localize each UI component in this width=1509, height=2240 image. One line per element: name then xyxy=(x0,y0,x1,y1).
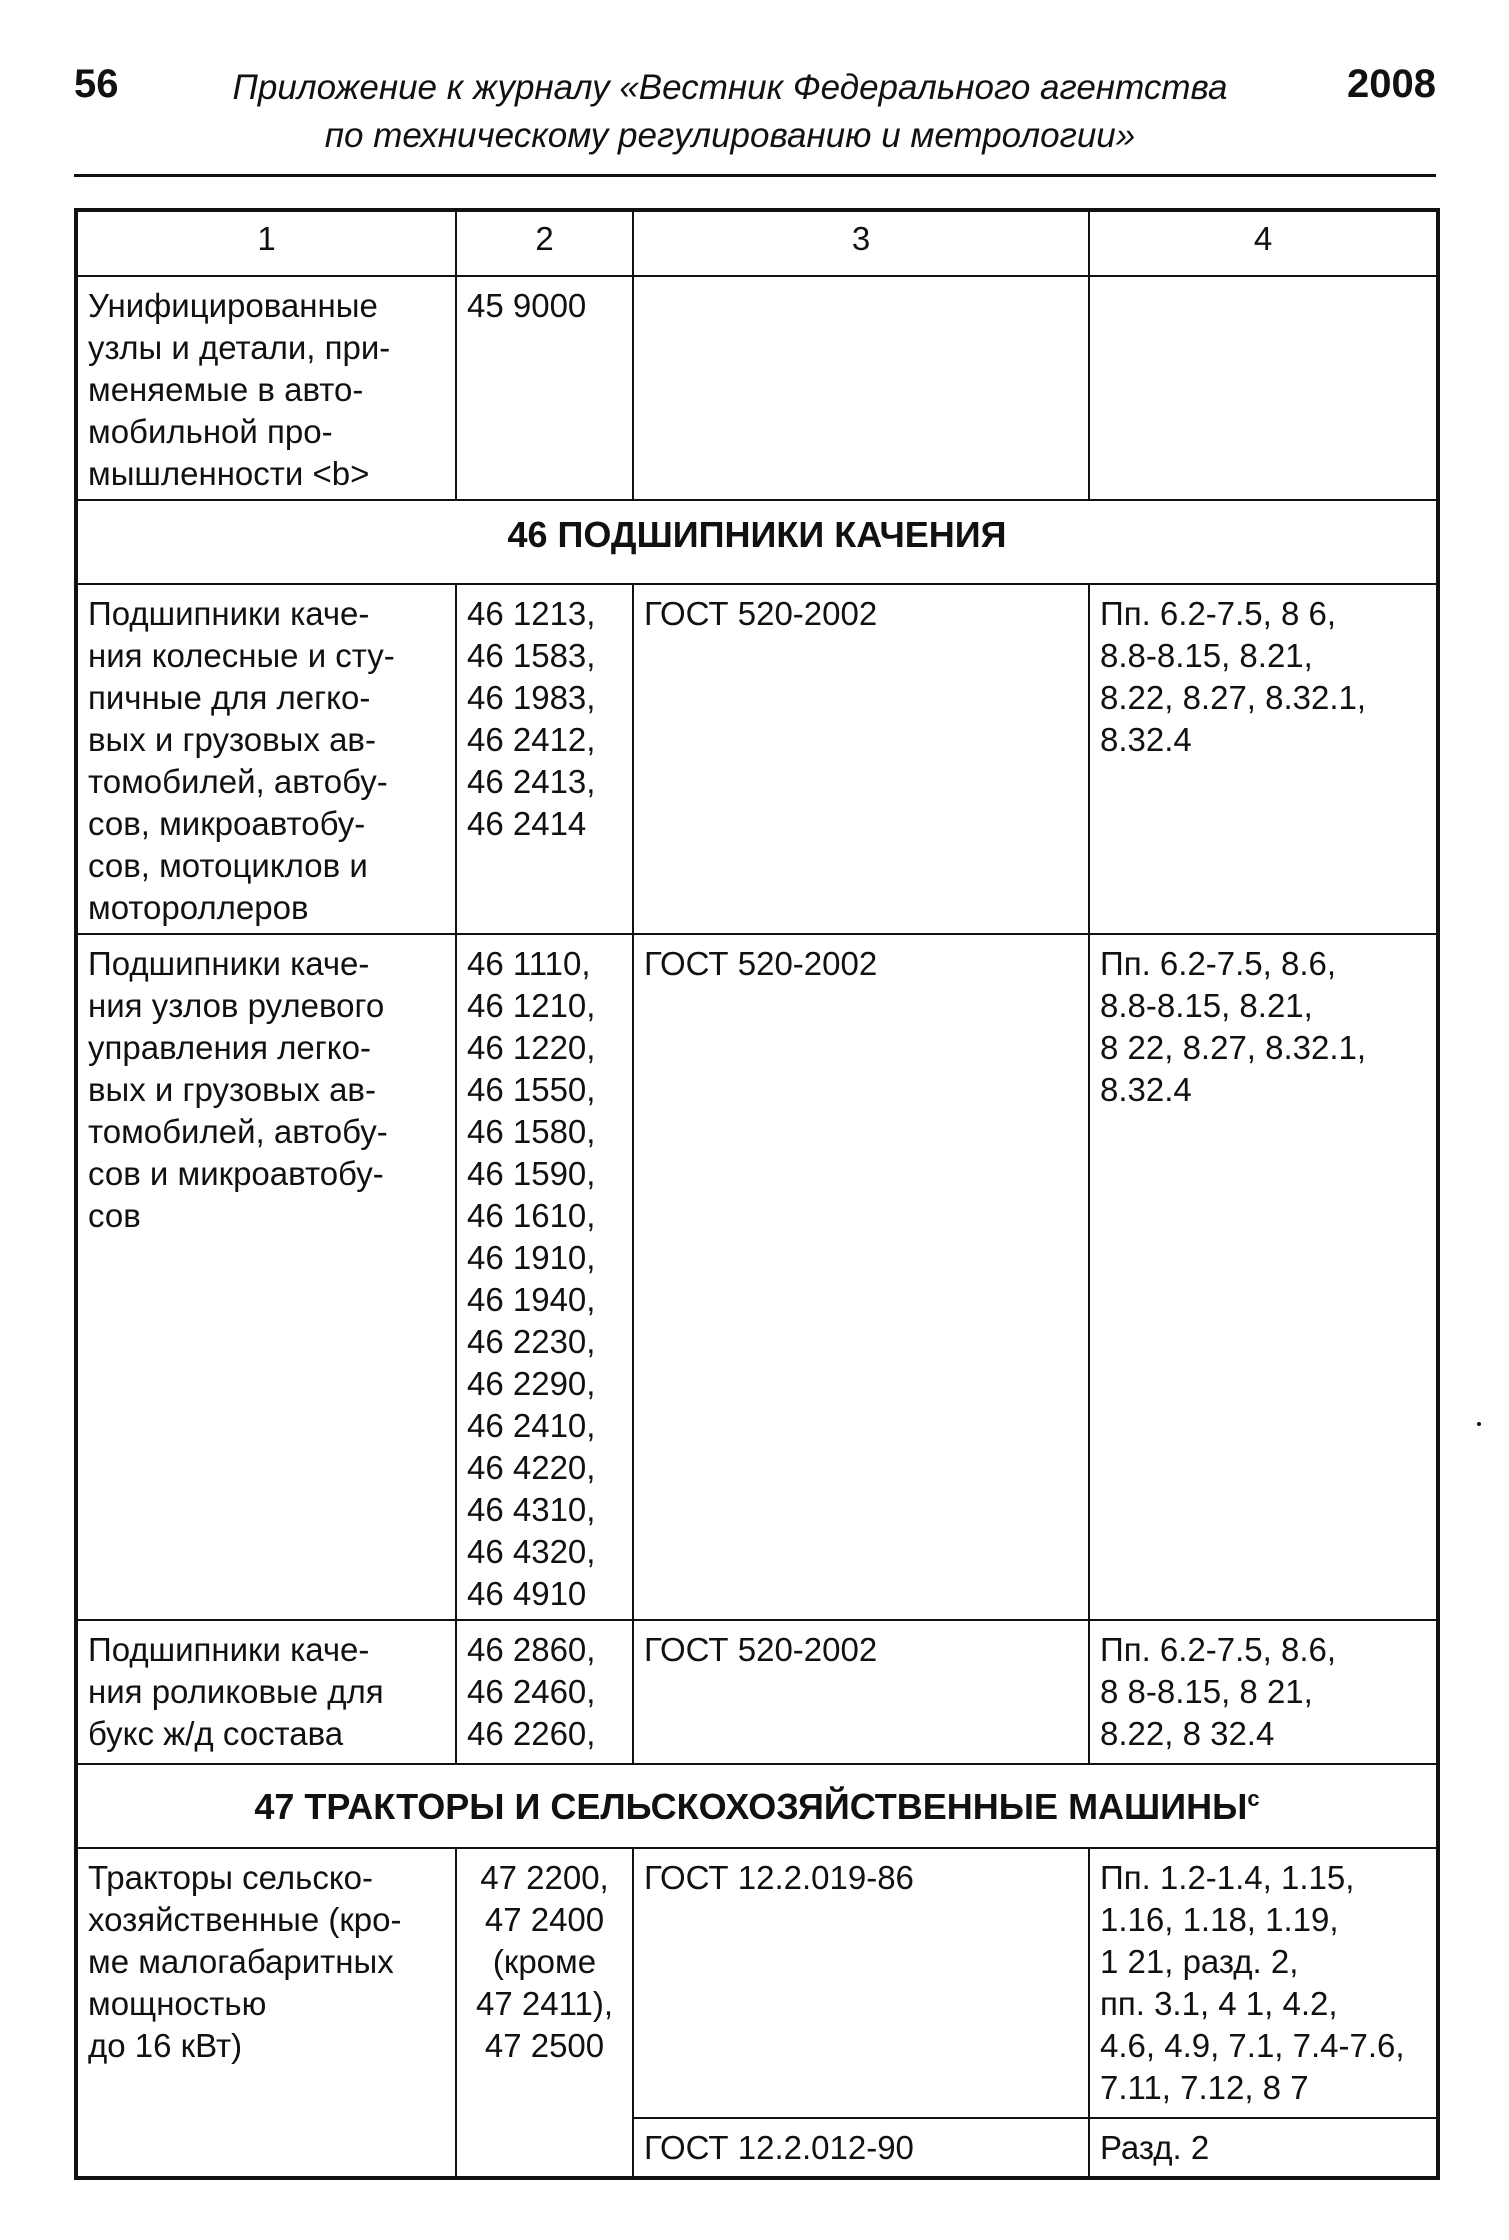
standard-cell: ГОСТ 520-2002 xyxy=(633,1620,1089,1764)
table-row xyxy=(76,276,1438,500)
text-line: 46 2414 xyxy=(467,805,587,842)
column-number: 2 xyxy=(456,210,633,276)
stray-dot xyxy=(1477,1422,1481,1426)
text-line: 8.8-8.15, 8.21, xyxy=(1100,987,1313,1024)
product-name-cell xyxy=(76,1848,456,2178)
text-line: 46 2412, xyxy=(467,721,596,758)
text-line: пп. 3.1, 4 1, 4.2, xyxy=(1100,1985,1338,2022)
text-line: 46 1220, xyxy=(467,1029,596,1066)
text-line: сов и микроавтобу- xyxy=(88,1155,384,1192)
header-rule xyxy=(74,174,1436,177)
table-row xyxy=(76,1620,1438,1764)
column-number: 3 xyxy=(633,210,1089,276)
standard-cell xyxy=(633,276,1089,500)
clauses-cell xyxy=(1089,584,1438,934)
text-line: хозяйственные (кро- xyxy=(88,1901,402,1938)
text-line: ме малогабаритных xyxy=(88,1943,394,1980)
journal-title-line-1: Приложение к журналу «Вестник Федерального агентства xyxy=(232,68,1228,107)
section-row xyxy=(76,500,1438,584)
standard-cell: ГОСТ 12.2.012-90 xyxy=(633,2118,1089,2178)
text-line: 46 2413, xyxy=(467,763,596,800)
text-line: 46 1580, xyxy=(467,1113,596,1150)
standard-cell: ГОСТ 520-2002 xyxy=(633,934,1089,1620)
text-line: 46 1910, xyxy=(467,1239,596,1276)
text-line: букс ж/д состава xyxy=(88,1715,344,1752)
text-line: Пп. 6.2-7.5, 8.6, xyxy=(1100,945,1337,982)
text-line: Подшипники каче- xyxy=(88,1631,370,1668)
text-line: вых и грузовых ав- xyxy=(88,721,376,758)
text-line: пичные для легко- xyxy=(88,679,371,716)
text-line: 46 2860, xyxy=(467,1631,596,1668)
text-line: 46 1940, xyxy=(467,1281,596,1318)
text-line: 46 4310, xyxy=(467,1491,596,1528)
text-line: мобильной про- xyxy=(88,413,333,450)
text-line: ния роликовые для xyxy=(88,1673,384,1710)
text-line: 1.16, 1.18, 1.19, xyxy=(1100,1901,1339,1938)
text-line: 8.22, 8 32.4 xyxy=(1100,1715,1275,1752)
product-name-cell xyxy=(76,584,456,934)
text-line: 46 2230, xyxy=(467,1323,596,1360)
standards-table xyxy=(74,208,1440,2180)
page-number: 56 xyxy=(74,62,119,106)
standard-cell: ГОСТ 12.2.019-86 xyxy=(633,1848,1089,2118)
journal-title xyxy=(190,64,1270,160)
text-line: узлы и детали, при- xyxy=(88,329,391,366)
journal-title-line-2: по техническому регулированию и метрологии» xyxy=(324,116,1136,155)
text-line: управления легко- xyxy=(88,1029,371,1066)
text-line: меняемые в авто- xyxy=(88,371,364,408)
text-line: до 16 кВт) xyxy=(88,2027,243,2064)
text-line: сов xyxy=(88,1197,141,1234)
product-name-cell xyxy=(76,276,456,500)
text-line: 46 1583, xyxy=(467,637,596,674)
text-line: 46 4910 xyxy=(467,1575,587,1612)
text-line: Подшипники каче- xyxy=(88,945,370,982)
text-line: 46 1983, xyxy=(467,679,596,716)
product-name-cell xyxy=(76,934,456,1620)
text-line: Пп. 1.2-1.4, 1.15, xyxy=(1100,1859,1355,1896)
classifier-code-cell xyxy=(456,934,633,1620)
text-line: 46 2260, xyxy=(467,1715,596,1752)
text-line: 1 21, разд. 2, xyxy=(1100,1943,1299,1980)
standard-cell: ГОСТ 520-2002 xyxy=(633,584,1089,934)
text-line: 8 8-8.15, 8 21, xyxy=(1100,1673,1313,1710)
text-line: мощностью xyxy=(88,1985,267,2022)
text-line: 8.22, 8.27, 8.32.1, xyxy=(1100,679,1367,716)
text-line: 46 1550, xyxy=(467,1071,596,1108)
clauses-cell: Разд. 2 xyxy=(1089,2118,1438,2178)
product-name-cell xyxy=(76,1620,456,1764)
text-line: 45 9000 xyxy=(467,287,587,324)
text-line: Пп. 6.2-7.5, 8.6, xyxy=(1100,1631,1337,1668)
text-line: Подшипники каче- xyxy=(88,595,370,632)
classifier-code-cell xyxy=(456,1848,633,2178)
text-line: 46 1210, xyxy=(467,987,596,1024)
clauses-cell xyxy=(1089,276,1438,500)
text-line: томобилей, автобу- xyxy=(88,1113,388,1150)
text-line: 7.11, 7.12, 8 7 xyxy=(1100,2069,1309,2106)
section-heading: 46 ПОДШИПНИКИ КАЧЕНИЯ xyxy=(76,500,1438,584)
text-line: Унифицированные xyxy=(88,287,378,324)
text-line: 8.32.4 xyxy=(1100,721,1192,758)
text-line: сов, мотоциклов и xyxy=(88,847,368,884)
text-line: 8 22, 8.27, 8.32.1, xyxy=(1100,1029,1367,1066)
text-line: 46 2290, xyxy=(467,1365,596,1402)
column-number: 1 xyxy=(76,210,456,276)
text-line: мотороллеров xyxy=(88,889,309,926)
section-heading xyxy=(76,1764,1438,1848)
text-line: 8.8-8.15, 8.21, xyxy=(1100,637,1313,674)
text-line: вых и грузовых ав- xyxy=(88,1071,376,1108)
text-line: 46 1213, xyxy=(467,595,596,632)
section-heading-text: 47 ТРАКТОРЫ И СЕЛЬСКОХОЗЯЙСТВЕННЫЕ МАШИНЫ xyxy=(254,1786,1248,1827)
text-line: 47 2411), xyxy=(476,1985,613,2022)
text-line: 46 4220, xyxy=(467,1449,596,1486)
classifier-code-cell xyxy=(456,1620,633,1764)
year: 2008 xyxy=(1347,62,1436,106)
text-line: сов, микроавтобу- xyxy=(88,805,366,842)
footnote-mark: c xyxy=(1247,1786,1260,1811)
text-line: 46 1110, xyxy=(467,945,591,982)
text-line: 46 2410, xyxy=(467,1407,596,1444)
text-line: 47 2200, xyxy=(480,1859,609,1896)
column-number-row xyxy=(76,210,1438,276)
text-line: ния колесные и сту- xyxy=(88,637,395,674)
clauses-cell xyxy=(1089,1620,1438,1764)
text-line: томобилей, автобу- xyxy=(88,763,388,800)
text-line: Тракторы сельско- xyxy=(88,1859,374,1896)
text-line: (кроме xyxy=(492,1943,597,1980)
text-line: 4.6, 4.9, 7.1, 7.4-7.6, xyxy=(1100,2027,1405,2064)
clauses-cell xyxy=(1089,1848,1438,2118)
text-line: 46 1590, xyxy=(467,1155,596,1192)
text-line: 8.32.4 xyxy=(1100,1071,1192,1108)
column-number: 4 xyxy=(1089,210,1438,276)
section-row xyxy=(76,1764,1438,1848)
table-row xyxy=(76,1848,1438,2118)
text-line: мышленности <b> xyxy=(88,455,370,492)
text-line: Пп. 6.2-7.5, 8 6, xyxy=(1100,595,1337,632)
table-row xyxy=(76,584,1438,934)
classifier-code-cell xyxy=(456,276,633,500)
table-row xyxy=(76,934,1438,1620)
text-line: ния узлов рулевого xyxy=(88,987,385,1024)
text-line: 46 2460, xyxy=(467,1673,596,1710)
text-line: 47 2500 xyxy=(484,2027,605,2064)
text-line: 46 1610, xyxy=(467,1197,596,1234)
text-line: 46 4320, xyxy=(467,1533,596,1570)
classifier-code-cell xyxy=(456,584,633,934)
clauses-cell xyxy=(1089,934,1438,1620)
text-line: 47 2400 xyxy=(484,1901,605,1938)
